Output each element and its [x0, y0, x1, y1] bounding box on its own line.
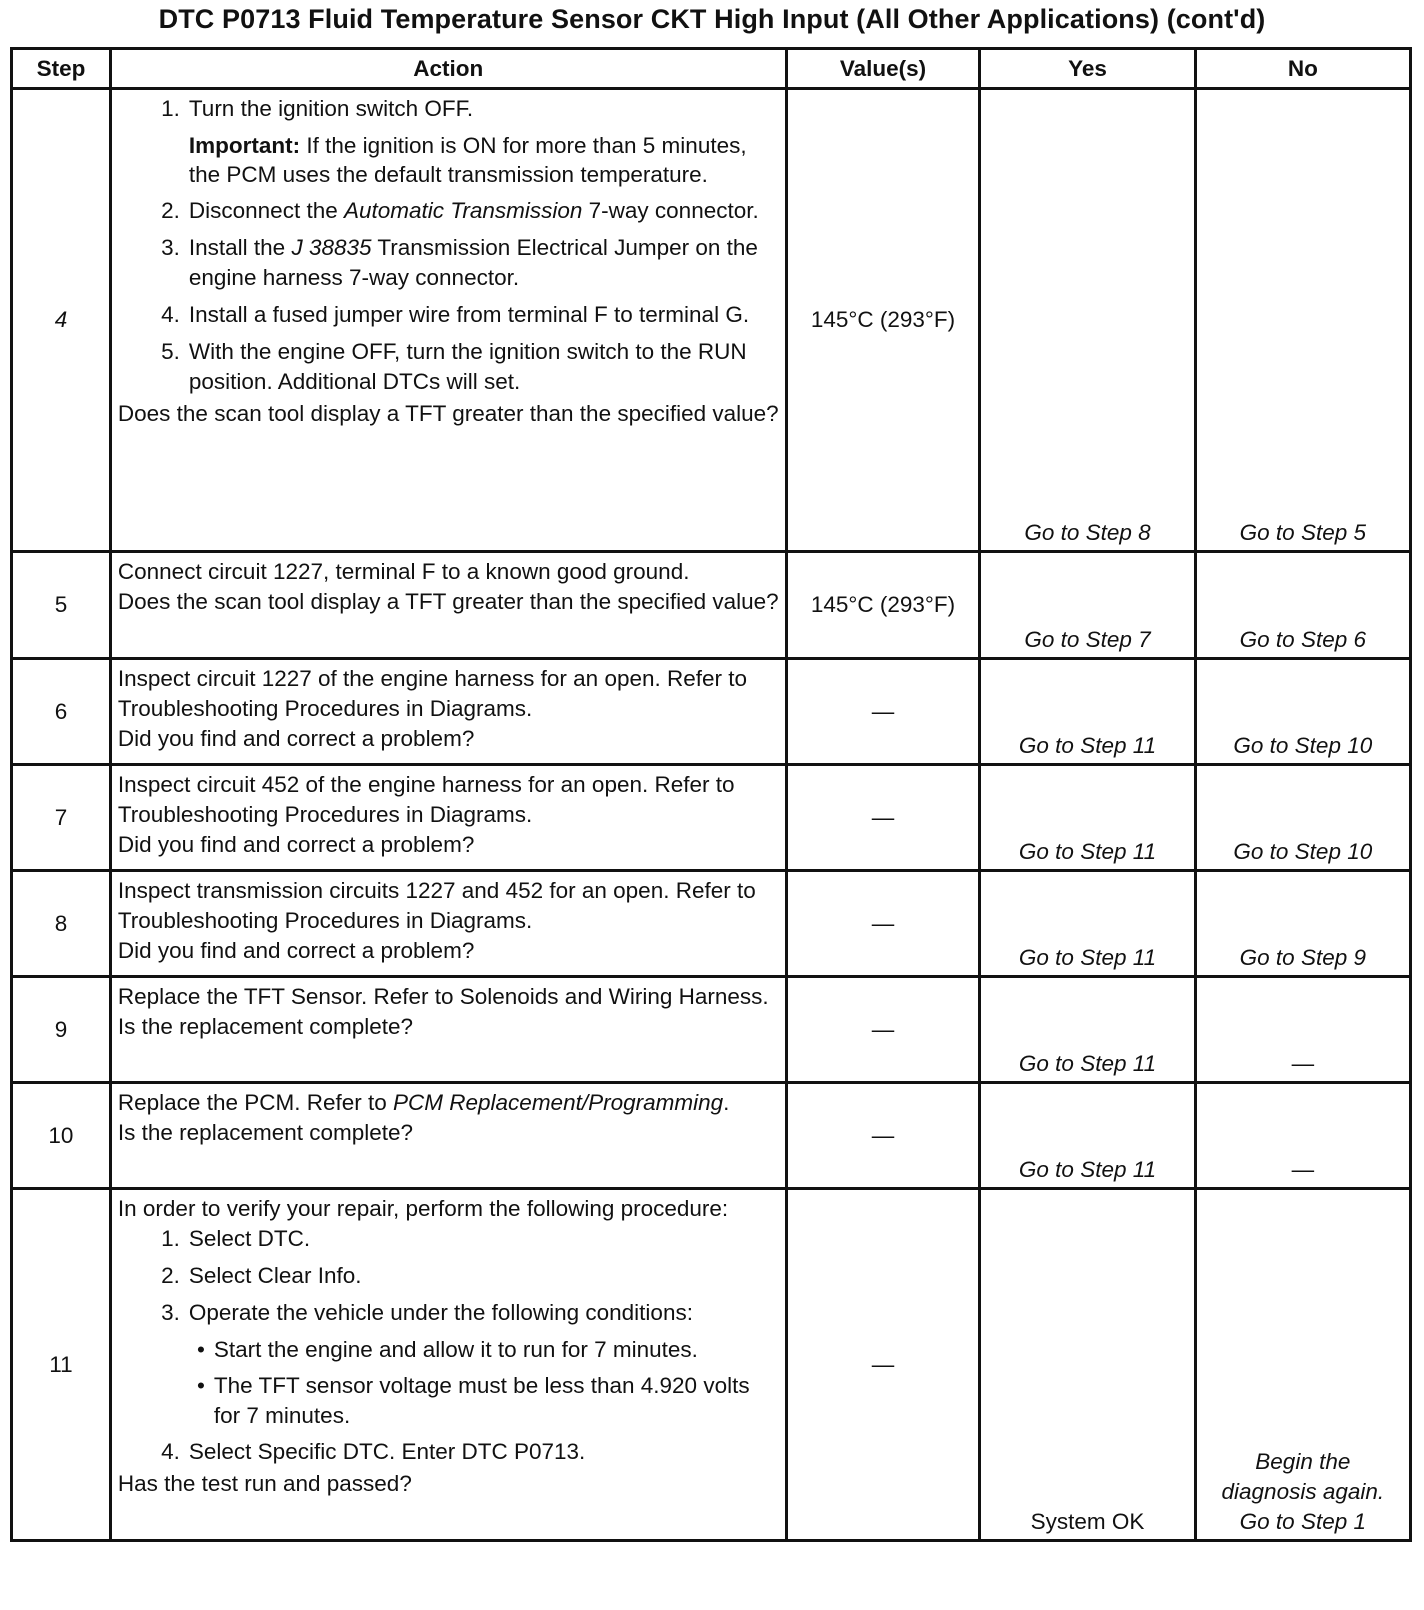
- no-line: Go to Step 1: [1239, 1509, 1366, 1534]
- step-number: 7: [12, 765, 111, 871]
- item-text: With the engine OFF, turn the ignition switch to the RUN position. Additional DTCs will set.: [188, 339, 747, 394]
- bullet-text: Start the engine and allow it to run for 7 minutes.: [213, 1337, 698, 1362]
- header-action: Action: [110, 49, 786, 89]
- item-number: 2.: [161, 198, 180, 223]
- action-text: Inspect transmission circuits 1227 and 452 for an open. Refer to Troubleshooting Procedures in Diagrams.: [117, 878, 756, 933]
- item-number: 1.: [161, 96, 180, 121]
- action-text: Replace the PCM. Refer to PCM Replacement/Programming.: [117, 1090, 730, 1115]
- no-cell: Go to Step 6: [1195, 552, 1410, 659]
- action-text: Replace the TFT Sensor. Refer to Solenoids and Wiring Harness.: [117, 984, 769, 1009]
- bullet-icon: •: [196, 1337, 205, 1362]
- step-number: 6: [12, 659, 111, 765]
- item-number: 3.: [161, 1300, 180, 1325]
- action-cell: [110, 659, 786, 765]
- item-text: Select DTC.: [188, 1226, 311, 1251]
- step-number: 9: [12, 977, 111, 1083]
- action-cell: [110, 1189, 786, 1541]
- yes-cell: Go to Step 7: [980, 552, 1195, 659]
- item-text: Operate the vehicle under the following conditions:: [188, 1300, 693, 1325]
- step-number: 10: [12, 1083, 111, 1189]
- value-cell: 145°C (293°F): [786, 89, 980, 552]
- table-row: [12, 552, 1411, 659]
- action-cell: [110, 871, 786, 977]
- value-cell: —: [786, 1083, 980, 1189]
- item-number: 5.: [161, 339, 180, 364]
- action-cell: [110, 1083, 786, 1189]
- item-text: Install a fused jumper wire from terminal F to terminal G.: [188, 302, 750, 327]
- table-row: [12, 1083, 1411, 1189]
- item-number: 3.: [161, 235, 180, 260]
- action-text: Connect circuit 1227, terminal F to a known good ground.: [117, 559, 690, 584]
- table-row: [12, 977, 1411, 1083]
- item-number: 2.: [161, 1263, 180, 1288]
- no-cell: —: [1195, 977, 1410, 1083]
- no-line: Begin the: [1255, 1449, 1351, 1474]
- table-row: [12, 871, 1411, 977]
- value-cell: —: [786, 977, 980, 1083]
- action-cell: [110, 89, 786, 552]
- yes-cell: Go to Step 11: [980, 659, 1195, 765]
- question: Has the test run and passed?: [117, 1471, 412, 1496]
- important-text: If the ignition is ON for more than 5 minutes, the PCM uses the default transmission temperature.: [188, 133, 747, 187]
- important-label: Important:: [188, 133, 301, 158]
- yes-cell: Go to Step 11: [980, 977, 1195, 1083]
- header-yes: Yes: [980, 49, 1195, 89]
- page-title: DTC P0713 Fluid Temperature Sensor CKT High Input (All Other Applications) (cont'd): [158, 4, 1266, 34]
- question: Does the scan tool display a TFT greater than the specified value?: [117, 401, 779, 426]
- no-cell: Go to Step 9: [1195, 871, 1410, 977]
- no-line: diagnosis again.: [1221, 1479, 1385, 1504]
- item-text: Select Clear Info.: [188, 1263, 362, 1288]
- table-row: [12, 659, 1411, 765]
- yes-cell: Go to Step 11: [980, 871, 1195, 977]
- action-cell: [110, 765, 786, 871]
- item-number: 4.: [161, 302, 180, 327]
- action-cell: [110, 977, 786, 1083]
- question: Did you find and correct a problem?: [117, 726, 475, 751]
- item-text: Install the J 38835 Transmission Electrical Jumper on the engine harness 7-way connector.: [188, 235, 758, 290]
- item-text: Turn the ignition switch OFF.: [188, 96, 474, 121]
- yes-cell: System OK: [980, 1189, 1195, 1541]
- value-cell: —: [786, 871, 980, 977]
- no-cell: —: [1195, 1083, 1410, 1189]
- item-text: Select Specific DTC. Enter DTC P0713.: [188, 1439, 586, 1464]
- question: Does the scan tool display a TFT greater than the specified value?: [117, 589, 779, 614]
- step-number: 5: [12, 552, 111, 659]
- diagnostic-table: [10, 47, 1412, 1542]
- item-text: Disconnect the Automatic Transmission 7-way connector.: [188, 198, 759, 223]
- bullet-text: The TFT sensor voltage must be less than 4.920 volts for 7 minutes.: [213, 1373, 750, 1428]
- yes-cell: Go to Step 11: [980, 765, 1195, 871]
- no-cell: Go to Step 5: [1195, 89, 1410, 552]
- item-number: 1.: [161, 1226, 180, 1251]
- action-intro: In order to verify your repair, perform the following procedure:: [117, 1196, 729, 1221]
- value-cell: —: [786, 1189, 980, 1541]
- table-row: [12, 1189, 1411, 1541]
- important-note: [180, 131, 779, 189]
- step-number: 4: [12, 89, 111, 552]
- header-step: Step: [12, 49, 111, 89]
- table-row: [12, 89, 1411, 552]
- no-cell: Go to Step 10: [1195, 659, 1410, 765]
- action-cell: [110, 552, 786, 659]
- bullet-icon: •: [196, 1373, 205, 1398]
- question: Did you find and correct a problem?: [117, 832, 475, 857]
- no-cell: [1195, 1189, 1410, 1541]
- question: Is the replacement complete?: [117, 1014, 414, 1039]
- header-row: [12, 49, 1411, 89]
- question: Did you find and correct a problem?: [117, 938, 475, 963]
- question: Is the replacement complete?: [117, 1120, 414, 1145]
- step-number: 11: [12, 1189, 111, 1541]
- yes-cell: Go to Step 8: [980, 89, 1195, 552]
- action-text: Inspect circuit 452 of the engine harness for an open. Refer to Troubleshooting Procedures in Diagrams.: [117, 772, 735, 827]
- yes-cell: Go to Step 11: [980, 1083, 1195, 1189]
- no-cell: Go to Step 10: [1195, 765, 1410, 871]
- value-cell: 145°C (293°F): [786, 552, 980, 659]
- step-number: 8: [12, 871, 111, 977]
- value-cell: —: [786, 765, 980, 871]
- table-row: [12, 765, 1411, 871]
- header-values: Value(s): [786, 49, 980, 89]
- item-number: 4.: [161, 1439, 180, 1464]
- action-text: Inspect circuit 1227 of the engine harness for an open. Refer to Troubleshooting Procedures in Diagrams.: [117, 666, 748, 721]
- value-cell: —: [786, 659, 980, 765]
- header-no: No: [1195, 49, 1410, 89]
